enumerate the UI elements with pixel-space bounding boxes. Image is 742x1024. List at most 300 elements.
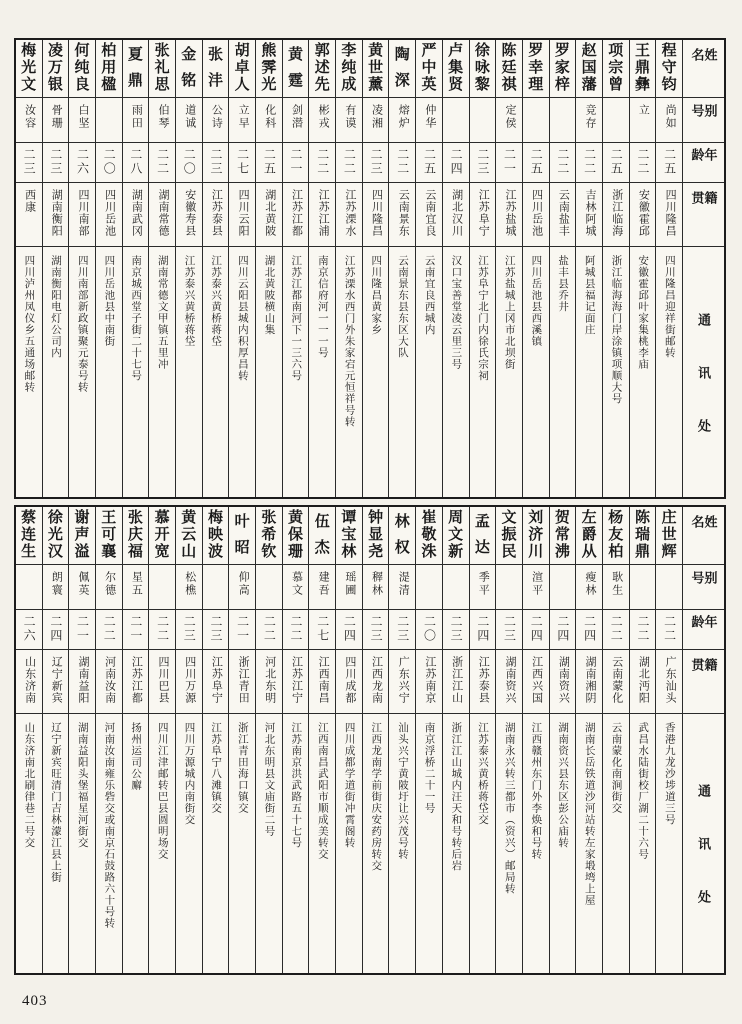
person-name-char: 文 — [501, 510, 517, 526]
person-name-char: 卓 — [234, 60, 250, 76]
person-age — [43, 610, 69, 650]
person-age-text: 二四 — [582, 615, 597, 643]
person-name-char: 黄 — [368, 43, 384, 59]
person-column — [16, 507, 42, 973]
person-native-place — [149, 650, 175, 714]
person-address — [603, 247, 629, 497]
person-age — [256, 143, 282, 183]
person-alias — [309, 98, 335, 143]
person-age-text: 二三 — [369, 148, 384, 176]
person-alias — [576, 565, 602, 610]
person-name — [149, 507, 175, 565]
person-age-text: 二四 — [48, 615, 63, 643]
person-native-place — [656, 650, 682, 714]
person-native-place — [203, 183, 229, 247]
person-name — [229, 40, 255, 98]
person-native-place-text: 湖南资兴 — [503, 656, 516, 704]
person-name-char: 英 — [421, 77, 437, 93]
person-name-char: 梅 — [21, 43, 37, 59]
person-age-text: 二七 — [235, 148, 250, 176]
person-address — [123, 714, 149, 973]
person-name-char: 曾 — [608, 77, 624, 93]
person-age — [523, 610, 549, 650]
person-name-char: 程 — [661, 43, 677, 59]
person-age-text: 二二 — [555, 148, 570, 176]
person-name — [416, 40, 442, 98]
person-native-place-text: 四川隆昌 — [370, 189, 383, 237]
person-address-text: 河南汝南雍乐砦交或南京石鼓路六十号转 — [103, 722, 115, 929]
person-name-char: 权 — [394, 539, 410, 556]
person-column — [415, 40, 442, 497]
person-age-text: 二三 — [395, 615, 410, 643]
person-native-place — [43, 183, 69, 247]
person-name-char: 光 — [261, 77, 277, 93]
person-native-place — [416, 650, 442, 714]
person-native-place-text: 四川岳池 — [530, 189, 543, 237]
person-name-char: 纯 — [74, 60, 90, 76]
person-native-place — [176, 650, 202, 714]
person-age — [603, 143, 629, 183]
person-alias-text: 立早 — [237, 104, 250, 130]
person-age-text: 二四 — [475, 615, 490, 643]
person-name-char: 理 — [528, 77, 544, 93]
person-native-place — [229, 650, 255, 714]
person-age — [96, 143, 122, 183]
person-name-char: 云 — [181, 527, 197, 543]
person-name — [123, 507, 149, 565]
person-name-char: 梅 — [207, 510, 223, 526]
person-native-place-text: 江西南昌 — [317, 656, 330, 704]
person-name-char: 集 — [448, 60, 464, 76]
person-name — [550, 507, 576, 565]
person-age — [630, 143, 656, 183]
person-name-char: 新 — [448, 544, 464, 560]
person-age — [203, 143, 229, 183]
person-name-char: 波 — [207, 544, 223, 560]
person-age-text: 二二 — [289, 615, 303, 643]
person-address-text: 江西南昌武阳市顺成美转交 — [316, 722, 328, 860]
person-native-place-text: 湖北黄陂 — [263, 189, 276, 237]
person-column — [255, 507, 282, 973]
person-name-char: 守 — [661, 60, 677, 76]
person-alias — [69, 565, 95, 610]
person-address-text: 南京城西堂子街二十七号 — [130, 255, 142, 382]
person-alias — [229, 98, 255, 143]
person-address — [309, 247, 335, 497]
person-column — [415, 507, 442, 973]
person-age — [470, 610, 496, 650]
person-name-char: 沣 — [207, 72, 223, 89]
person-name-char: 霆 — [288, 72, 304, 89]
person-age-text: 二四 — [342, 615, 357, 643]
person-age — [550, 143, 576, 183]
person-age — [630, 610, 656, 650]
person-native-place — [96, 183, 122, 247]
person-column — [522, 507, 549, 973]
person-alias — [496, 98, 522, 143]
person-name — [16, 40, 42, 98]
person-native-place-text: 湖南湘阴 — [584, 656, 597, 704]
person-native-place-text: 江苏阜宁 — [477, 189, 490, 237]
person-address — [576, 247, 602, 497]
person-address — [656, 714, 682, 973]
person-alias-text: 季平 — [477, 571, 490, 597]
person-name — [576, 40, 602, 98]
person-column — [148, 507, 175, 973]
person-column — [469, 507, 496, 973]
person-native-place-text: 江苏泰县 — [477, 656, 490, 704]
person-name-char: 孟 — [474, 514, 490, 531]
person-name-char: 山 — [181, 544, 197, 560]
person-age — [123, 610, 149, 650]
person-native-place — [523, 183, 549, 247]
person-native-place-text: 湖北沔阳 — [637, 656, 650, 704]
person-name-char: 杰 — [314, 539, 330, 556]
person-address-text: 江苏溧水西门外朱家宕元恒祥号转 — [343, 255, 355, 428]
person-name-char: 谢 — [74, 510, 90, 526]
person-name-char: 崔 — [421, 510, 437, 526]
person-name — [656, 507, 682, 565]
person-name-char: 杨 — [608, 510, 624, 526]
person-age-text: 二五 — [262, 148, 277, 176]
person-native-place — [336, 183, 362, 247]
person-address-text: 江苏阜宁北门内徐氏宗祠 — [477, 255, 488, 382]
person-name — [43, 40, 69, 98]
person-column — [308, 40, 335, 497]
person-address-text: 浙江青田海口镇交 — [236, 722, 248, 814]
person-age — [16, 610, 42, 650]
person-address-text: 汉口宝善堂凌云里三号 — [450, 255, 462, 370]
person-alias-text: 瑶圃 — [343, 571, 356, 597]
person-alias-text: 朗寰 — [50, 571, 63, 597]
person-address — [43, 714, 69, 973]
person-alias-text: 尚如 — [664, 104, 677, 130]
person-address — [176, 714, 202, 973]
person-name-char: 常 — [554, 527, 570, 543]
person-age — [603, 610, 629, 650]
person-name-char: 保 — [288, 527, 304, 543]
person-alias — [283, 98, 309, 143]
person-name-char: 张 — [261, 510, 277, 526]
person-name-char: 金 — [181, 47, 197, 64]
person-name-char: 薰 — [368, 77, 384, 93]
person-alias-text: 剑潜 — [290, 104, 303, 130]
person-address-text: 江西龙南学前街庆安药房转交 — [370, 722, 382, 872]
person-address — [149, 247, 175, 497]
person-name — [16, 507, 42, 565]
person-native-place — [69, 183, 95, 247]
person-name-char: 黎 — [474, 77, 490, 93]
person-native-place-text: 云南宜良 — [423, 189, 436, 237]
person-age-text: 二五 — [609, 148, 624, 176]
person-address — [363, 714, 389, 973]
person-address-text: 江苏阜宁八滩镇交 — [210, 722, 222, 814]
person-name-char: 银 — [47, 77, 63, 93]
person-name-char: 民 — [501, 544, 517, 560]
person-native-place — [523, 650, 549, 714]
person-native-place-text: 江苏泰县 — [210, 189, 223, 237]
person-column — [16, 40, 42, 497]
row-header-age-label: 年龄 — [689, 615, 718, 633]
person-name — [656, 40, 682, 98]
person-native-place — [630, 183, 656, 247]
person-age-text: 二〇 — [102, 148, 117, 176]
person-address — [416, 247, 442, 497]
person-alias-text: 雨田 — [130, 104, 143, 130]
person-alias — [96, 98, 122, 143]
person-alias-text: 定侯 — [503, 104, 516, 130]
person-address-text: 江苏泰兴黄桥蒋垈交 — [477, 722, 488, 826]
person-age-text: 二四 — [449, 148, 464, 176]
person-name-char: 沸 — [554, 544, 570, 560]
person-name-char: 川 — [528, 544, 544, 560]
person-column — [282, 507, 309, 973]
person-native-place — [283, 183, 309, 247]
person-age-text: 二三 — [208, 148, 223, 176]
person-name — [336, 507, 362, 565]
person-name — [576, 507, 602, 565]
person-column — [255, 40, 282, 497]
person-name-char: 汉 — [47, 544, 63, 560]
row-header-column — [682, 507, 724, 973]
person-name-char: 家 — [554, 60, 570, 76]
person-age — [496, 143, 522, 183]
person-address-text: 湖南衡阳电灯公司内 — [50, 255, 61, 359]
person-native-place-text: 四川隆昌 — [664, 189, 677, 237]
person-name-char: 幸 — [528, 60, 544, 76]
person-column — [522, 40, 549, 497]
person-alias — [496, 565, 522, 610]
person-name-char: 世 — [368, 60, 384, 76]
person-age-text: 二二 — [635, 148, 650, 176]
person-name-char: 赵 — [581, 43, 597, 59]
person-age-text: 二二 — [582, 148, 597, 176]
person-alias — [16, 98, 42, 143]
person-alias-text: 松樵 — [183, 571, 196, 597]
person-alias — [389, 98, 415, 143]
person-name — [443, 40, 469, 98]
person-alias — [363, 565, 389, 610]
person-name-char: 卢 — [448, 43, 464, 59]
person-alias — [176, 98, 202, 143]
person-column — [122, 507, 149, 973]
person-name-char: 王 — [101, 510, 117, 526]
person-native-place-text: 浙江临海 — [610, 189, 623, 237]
person-alias — [603, 98, 629, 143]
person-age-text: 二二 — [155, 615, 170, 643]
person-name-char: 友 — [608, 527, 624, 543]
person-name — [630, 40, 656, 98]
person-address — [363, 247, 389, 497]
person-name-char: 叶 — [234, 514, 250, 531]
person-name — [203, 507, 229, 565]
person-native-place-text: 江苏阜宁 — [210, 656, 223, 704]
person-age — [576, 143, 602, 183]
person-column — [122, 40, 149, 497]
person-name-char: 张 — [154, 43, 170, 59]
person-native-place — [336, 650, 362, 714]
person-name-char: 鼎 — [127, 72, 143, 89]
person-age — [96, 610, 122, 650]
person-address-text: 江苏盐城上冈市北坝街 — [503, 255, 515, 370]
person-name-char: 显 — [368, 527, 384, 543]
person-name-char: 纯 — [341, 60, 357, 76]
row-header-name-label: 姓名 — [689, 48, 718, 78]
person-name-char: 谭 — [341, 510, 357, 526]
person-name — [496, 507, 522, 565]
person-native-place-text: 云南景东 — [397, 189, 410, 237]
person-native-place-text: 湖南衡阳 — [50, 189, 63, 237]
person-address-text: 湖南永兴转三都市（资兴）邮局转 — [503, 722, 515, 895]
person-alias-text: 瘦林 — [584, 571, 597, 597]
person-name-char: 张 — [207, 47, 223, 64]
person-address-text: 江西赣州东门外李焕和号转 — [530, 722, 542, 860]
person-address-text: 四川岳池县西溪镇 — [530, 255, 542, 347]
page-number: 403 — [22, 993, 48, 1009]
person-address — [496, 247, 522, 497]
person-name-char: 溢 — [74, 544, 90, 560]
person-age — [176, 610, 202, 650]
person-age-text: 二一 — [502, 148, 517, 176]
person-name-char: 庄 — [661, 510, 677, 526]
person-native-place — [576, 183, 602, 247]
person-name-char: 映 — [207, 527, 223, 543]
person-alias — [123, 565, 149, 610]
person-address-text: 香港九龙沙埗道三号 — [663, 722, 675, 826]
person-native-place-text: 浙江江山 — [450, 656, 463, 704]
person-native-place — [309, 183, 335, 247]
person-native-place-text: 浙江青田 — [237, 656, 250, 704]
person-name-char: 成 — [341, 77, 357, 93]
person-address-text: 武昌水陆街校厂湖二十六号 — [637, 722, 649, 860]
person-native-place — [389, 650, 415, 714]
person-address — [256, 714, 282, 973]
person-name — [363, 40, 389, 98]
person-name-char: 严 — [421, 43, 437, 59]
register-table-top — [14, 38, 726, 499]
person-alias-text: 仰高 — [237, 571, 250, 597]
person-age-text: 二三 — [449, 615, 464, 643]
person-name — [470, 40, 496, 98]
person-address-text: 辽宁新宾旺清门吉林濛江县上街 — [50, 722, 61, 883]
person-column — [95, 507, 122, 973]
person-age — [283, 143, 309, 183]
person-column — [655, 40, 682, 497]
person-name-char: 福 — [127, 544, 143, 560]
person-alias — [149, 565, 175, 610]
person-native-place-text: 江苏江都 — [130, 656, 143, 704]
person-age — [309, 610, 335, 650]
person-address — [550, 714, 576, 973]
person-name — [69, 507, 95, 565]
person-age-text: 二一 — [289, 148, 303, 176]
person-name-char: 楹 — [101, 77, 117, 93]
person-column — [148, 40, 175, 497]
person-alias — [43, 98, 69, 143]
person-address-text: 四川万源城内南街交 — [183, 722, 195, 826]
person-address — [470, 247, 496, 497]
person-age-text: 二一 — [128, 615, 143, 643]
person-name-char: 黄 — [181, 510, 197, 526]
person-address-text: 河北东明县文庙街二号 — [263, 722, 275, 837]
person-address — [443, 247, 469, 497]
person-address — [470, 714, 496, 973]
person-name-char: 昭 — [234, 539, 250, 556]
person-column — [549, 40, 576, 497]
person-name-char: 钧 — [661, 77, 677, 93]
person-age-text: 二〇 — [182, 148, 197, 176]
person-name-char: 项 — [608, 43, 624, 59]
person-address-text: 四川云阳县城内积厚昌转 — [236, 255, 248, 382]
person-column — [388, 507, 415, 973]
person-name-char: 霁 — [261, 60, 277, 76]
person-address — [336, 247, 362, 497]
person-native-place — [176, 183, 202, 247]
person-native-place-text: 江西兴国 — [530, 656, 543, 704]
person-address-text: 湖南长岳铁道沙河站转左家塅塆上屋 — [583, 722, 595, 906]
person-address-text: 南京信府河一一一号 — [316, 255, 328, 359]
person-alias — [43, 565, 69, 610]
person-address-text: 湖南常德文甲镇五里冲 — [156, 255, 168, 370]
person-age — [443, 143, 469, 183]
person-address — [16, 247, 42, 497]
person-alias — [443, 565, 469, 610]
person-column — [362, 40, 389, 497]
person-name-char: 林 — [341, 544, 357, 560]
person-age — [550, 610, 576, 650]
person-native-place-text: 江苏南京 — [423, 656, 436, 704]
person-address-text: 扬州运司公廨 — [130, 722, 142, 791]
person-column — [388, 40, 415, 497]
person-column — [175, 40, 202, 497]
person-name-char: 黄 — [288, 47, 304, 64]
person-age-text: 二六 — [22, 615, 37, 643]
person-name — [149, 40, 175, 98]
person-address — [149, 714, 175, 973]
person-native-place-text: 安徽霍邱 — [637, 189, 650, 237]
person-age-text: 二三 — [369, 615, 384, 643]
person-age — [336, 610, 362, 650]
person-name-char: 可 — [101, 527, 117, 543]
person-alias — [603, 565, 629, 610]
person-name — [309, 40, 335, 98]
person-alias-text: 湜清 — [397, 571, 410, 597]
person-age-text: 二三 — [502, 615, 517, 643]
person-name — [43, 507, 69, 565]
person-native-place-text: 河南汝南 — [103, 656, 116, 704]
person-address — [69, 247, 95, 497]
person-name-char: 鼎 — [634, 60, 650, 76]
person-address-text: 江苏泰兴黄桥蒋垈 — [210, 255, 222, 347]
person-address — [256, 247, 282, 497]
person-native-place — [69, 650, 95, 714]
person-age-text: 二五 — [422, 148, 437, 176]
person-address-text: 阿城县福记面庄 — [583, 255, 595, 336]
person-age-text: 二四 — [555, 615, 570, 643]
person-native-place-text: 四川巴县 — [157, 656, 170, 704]
person-name-char: 洙 — [421, 544, 437, 560]
person-name-char: 开 — [154, 527, 170, 543]
person-name — [603, 40, 629, 98]
person-name-char: 陶 — [394, 47, 410, 64]
person-native-place — [576, 650, 602, 714]
person-native-place — [496, 183, 522, 247]
person-name-char: 梓 — [554, 77, 570, 93]
person-name-char: 蔡 — [21, 510, 37, 526]
person-age — [443, 610, 469, 650]
person-address-text: 山东济南北刷律巷二号交 — [23, 722, 35, 849]
person-address — [43, 247, 69, 497]
